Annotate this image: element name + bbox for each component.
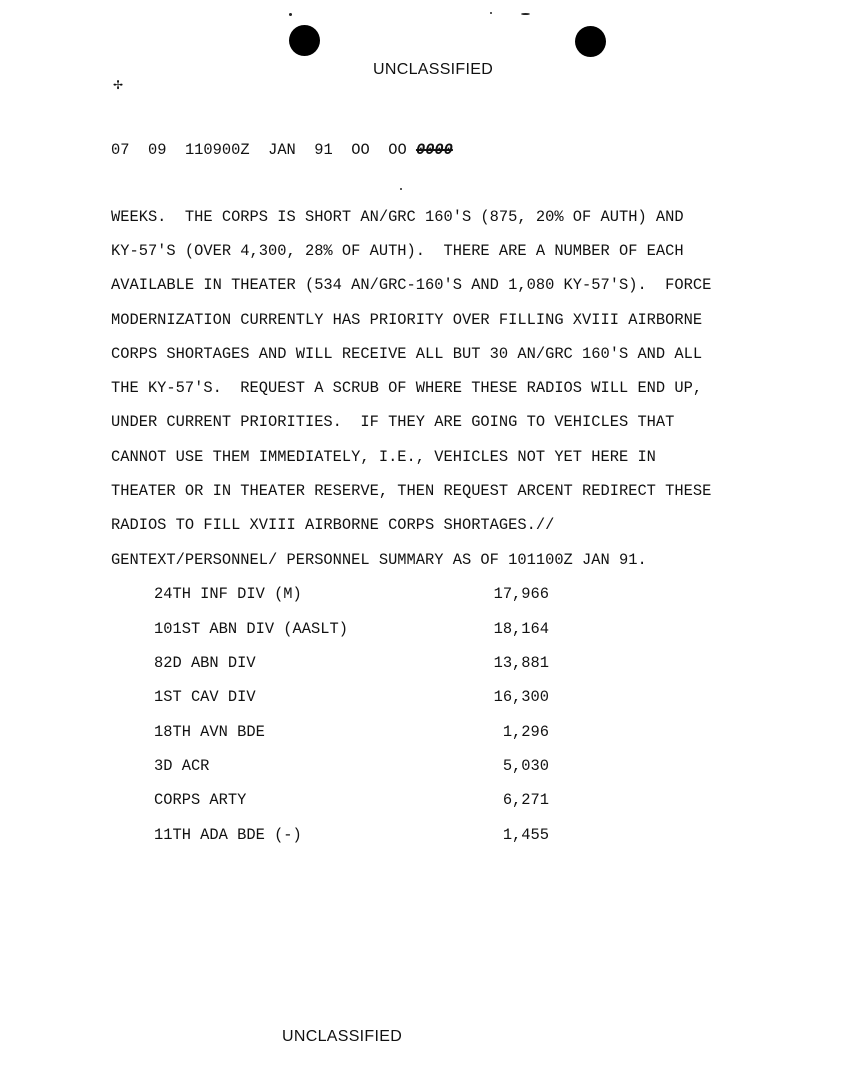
body-line: GENTEXT/PERSONNEL/ PERSONNEL SUMMARY AS OF 101100Z JAN 91. xyxy=(111,551,647,569)
body-line: CORPS SHORTAGES AND WILL RECEIVE ALL BUT 30 AN/GRC 160'S AND ALL xyxy=(111,345,703,363)
speck xyxy=(400,188,402,190)
personnel-unit: 101ST ABN DIV (AASLT) xyxy=(154,620,348,638)
header-field: 07 xyxy=(111,141,130,159)
personnel-count: 5,030 xyxy=(502,757,549,775)
personnel-unit: 11TH ADA BDE (-) xyxy=(154,826,302,844)
header-field: JAN xyxy=(268,141,296,159)
personnel-count: 6,271 xyxy=(502,791,549,809)
speck xyxy=(289,13,292,16)
body-line: UNDER CURRENT PRIORITIES. IF THEY ARE GOING TO VEHICLES THAT xyxy=(111,413,675,431)
header-field: 110900Z xyxy=(184,141,250,159)
header-field: 91 xyxy=(314,141,333,159)
body-line: MODERNIZATION CURRENTLY HAS PRIORITY OVER FILLING XVIII AIRBORNE xyxy=(111,311,703,329)
header-field: 09 xyxy=(147,141,167,159)
body-line: KY-57'S (OVER 4,300, 28% OF AUTH). THERE ARE A NUMBER OF EACH xyxy=(111,242,684,260)
message-header xyxy=(111,141,453,159)
personnel-unit: CORPS ARTY xyxy=(154,791,247,809)
body-line: AVAILABLE IN THEATER (534 AN/GRC-160'S AND 1,080 KY-57'S). FORCE xyxy=(111,276,712,294)
struck-field: 0000 xyxy=(415,141,453,159)
header-field: OO xyxy=(388,141,407,159)
personnel-count: 16,300 xyxy=(493,688,549,706)
body-line: THEATER OR IN THEATER RESERVE, THEN REQUEST ARCENT REDIRECT THESE xyxy=(111,482,712,500)
header-field: OO xyxy=(351,141,370,159)
personnel-count: 18,164 xyxy=(493,620,549,638)
body-line: THE KY-57'S. REQUEST A SCRUB OF WHERE THESE RADIOS WILL END UP, xyxy=(111,379,703,397)
handwritten-mark: ✢ xyxy=(113,78,124,92)
personnel-count: 13,881 xyxy=(493,654,549,672)
classification-top: UNCLASSIFIED xyxy=(373,61,494,78)
speck xyxy=(521,13,530,15)
personnel-unit: 3D ACR xyxy=(154,757,210,775)
body-line: RADIOS TO FILL XVIII AIRBORNE CORPS SHORTAGES.// xyxy=(111,516,555,534)
classification-bottom: UNCLASSIFIED xyxy=(282,1028,403,1045)
personnel-unit: 1ST CAV DIV xyxy=(154,688,256,706)
personnel-unit: 18TH AVN BDE xyxy=(154,723,265,741)
personnel-unit: 82D ABN DIV xyxy=(154,654,256,672)
body-line: CANNOT USE THEM IMMEDIATELY, I.E., VEHICLES NOT YET HERE IN xyxy=(111,448,656,466)
punch-hole-right xyxy=(575,26,606,57)
personnel-unit: 24TH INF DIV (M) xyxy=(154,585,302,603)
personnel-count: 17,966 xyxy=(493,585,549,603)
punch-hole-left xyxy=(289,25,320,56)
personnel-count: 1,296 xyxy=(502,723,549,741)
personnel-count: 1,455 xyxy=(502,826,549,844)
body-line: WEEKS. THE CORPS IS SHORT AN/GRC 160'S (875, 20% OF AUTH) AND xyxy=(111,208,684,226)
speck xyxy=(490,12,492,14)
